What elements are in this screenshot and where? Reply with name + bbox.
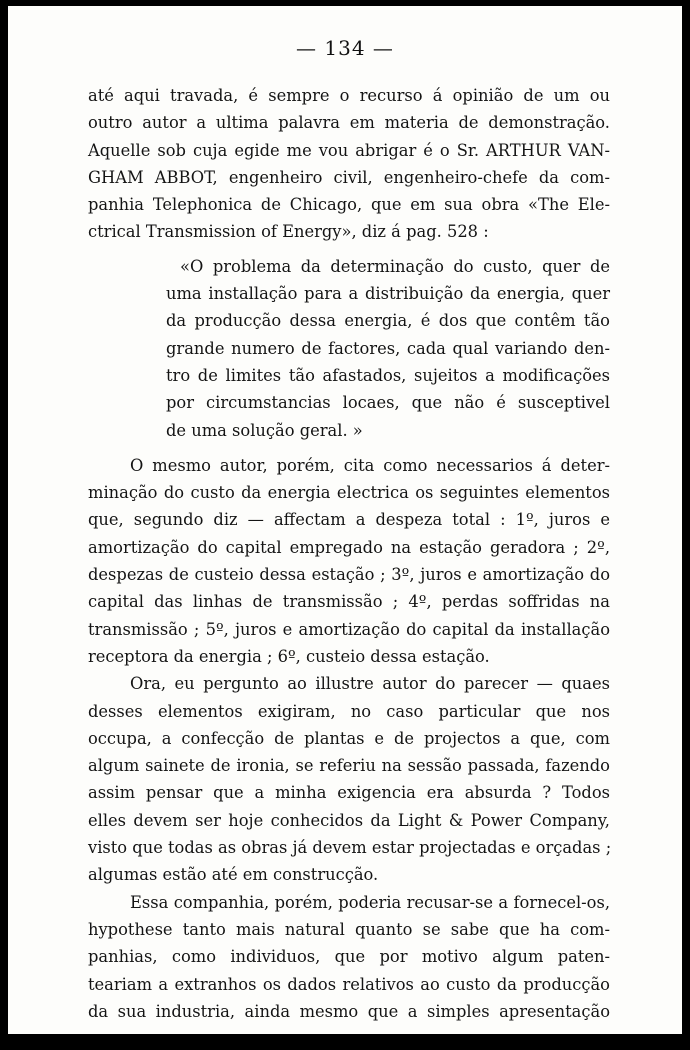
text-line: capital das linhas de transmissão ; 4º, perdas soffridas na (88, 592, 610, 612)
text-line: assim pensar que a minha exigencia era absurda ? Todos (88, 783, 610, 803)
text-line: elles devem ser hoje conhecidos da Light & Power Company, (88, 810, 610, 830)
text-line: amortização do capital empregado na estação geradora ; 2º, (88, 537, 610, 557)
text-line: algum sainete de ironia, se referiu na sessão passada, fazendo (88, 756, 610, 776)
quote-line: grande numero de factores, cada qual variando den- (166, 338, 610, 358)
quote-line: da producção dessa energia, é dos que contêm tão (166, 311, 610, 331)
text-line: occupa, a confecção de plantas e de projectos a que, com (88, 728, 610, 748)
text-line: da sua industria, ainda mesmo que a simples apresentação (88, 1001, 610, 1021)
text-line: transmissão ; 5º, juros e amortização do capital da installação (88, 619, 610, 639)
book-page (8, 6, 682, 1034)
text-line: ctrical Transmission of Energy», diz á pag. 528 : (88, 222, 489, 242)
text-line: panhia Telephonica de Chicago, que em sua obra «The Ele- (88, 195, 610, 215)
quote-line: de uma solução geral. » (166, 420, 363, 440)
text-line: Aquelle sob cuja egide me vou abrigar é o Sr. ARTHUR VAN- (88, 140, 610, 160)
text-line: minação do custo da energia electrica os seguintes elementos (88, 483, 610, 503)
text-line: que, segundo diz — affectam a despeza total : 1º, juros e (88, 510, 610, 530)
quote-line: por circumstancias locaes, que não é susceptivel (166, 393, 610, 413)
text-line: algumas estão até em construcção. (88, 865, 379, 885)
text-line: Ora, eu pergunto ao illustre autor do parecer — quaes (130, 674, 610, 694)
quote-line: tro de limites tão afastados, sujeitos a modificações (166, 365, 610, 385)
text-line: Essa companhia, porém, poderia recusar-se a fornecel-os, (130, 892, 610, 912)
text-line: teariam a extranhos os dados relativos ao custo da producção (88, 974, 610, 994)
text-line: despezas de custeio dessa estação ; 3º, juros e amortização do (88, 565, 610, 585)
text-line: GHAM ABBOT, engenheiro civil, engenheiro-chefe da com- (88, 167, 610, 187)
text-line: panhias, como individuos, que por motivo algum paten- (88, 947, 610, 967)
block-quote (166, 253, 610, 444)
page-number: — 134 — (296, 36, 394, 60)
text-line: outro autor a ultima palavra em materia de demonstração. (88, 113, 610, 133)
body-text (88, 82, 610, 1025)
quote-line: uma installação para a distribuição da energia, quer (166, 284, 610, 304)
text-line: receptora da energia ; 6º, custeio dessa estação. (88, 646, 490, 666)
text-line: até aqui travada, é sempre o recurso á opinião de um ou (88, 86, 610, 105)
paragraph-4 (88, 889, 610, 1025)
text-line: desses elementos exigiram, no caso particular que nos (88, 701, 610, 721)
paragraph-1 (88, 82, 610, 246)
text-line: visto que todas as obras já devem estar projectadas e orçadas ; (88, 838, 612, 858)
text-line: O mesmo autor, porém, cita como necessarios á deter- (130, 455, 610, 475)
paragraph-3 (88, 670, 610, 888)
quote-line: «O problema da determinação do custo, quer de (180, 256, 610, 276)
text-line: hypothese tanto mais natural quanto se sabe que ha com- (88, 919, 610, 939)
paragraph-2 (88, 452, 610, 670)
